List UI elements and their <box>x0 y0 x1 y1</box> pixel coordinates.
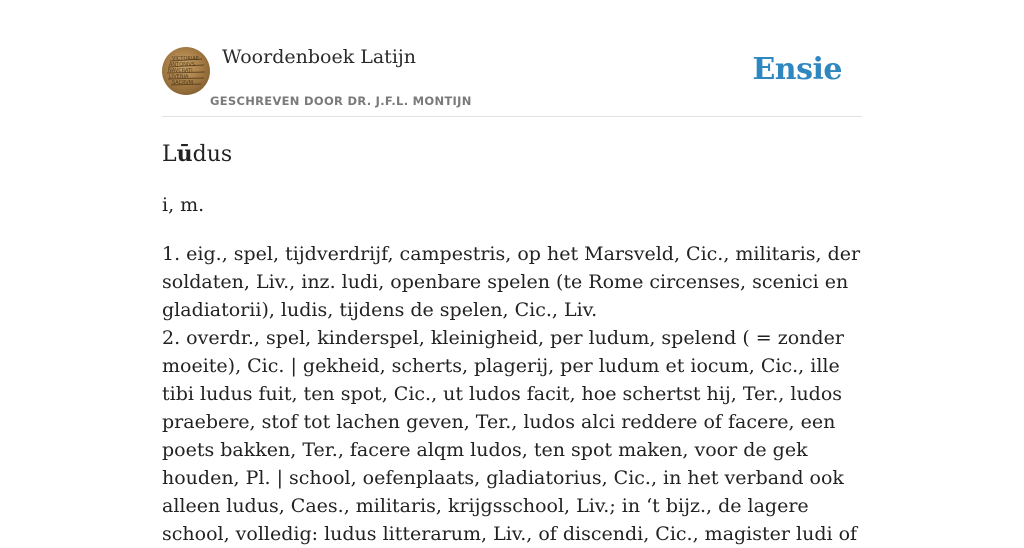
entry-title-suffix: dus <box>192 142 233 167</box>
definition-paragraph-1: 1. eig., spel, tijdverdrijf, campestris, op het Marsveld, Cic., militaris, der soldaten, Liv., inz. ludi, openbare spelen (te Rome circenses, scenici en gladiatorii), ludis, tijdens de spelen, Cic., Liv. <box>162 243 861 321</box>
ensie-brand-logo[interactable]: Ensie <box>752 52 842 87</box>
entry-grammar: i, m. <box>162 194 205 216</box>
svg-text:SACRVM: SACRVM <box>172 80 194 86</box>
svg-text:LIVENIA: LIVENIA <box>169 74 189 80</box>
entry-title-prefix: L <box>162 142 177 167</box>
entry-title <box>162 141 232 167</box>
page <box>162 0 862 545</box>
header <box>162 0 862 117</box>
svg-text:ANTONIVS: ANTONIVS <box>169 62 195 68</box>
bronze-inscription-logo-icon[interactable] <box>162 47 210 95</box>
entry-title-accent: ū <box>176 141 193 167</box>
svg-text:NAVCRATI: NAVCRATI <box>168 68 193 74</box>
definition-paragraph-2: 2. overdr., spel, kinderspel, kleinigheid, per ludum, spelend ( = zonder moeite), Cic. | gekheid, scherts, plagerij, per ludum et iocum, Cic., ille tibi ludus fuit, ten spot, Cic., ut ludos facit, hoe schertst hij, Ter., ludos praebere, stof tot lachen geven, Ter., ludos alci reddere of facere, een poets bakken, Ter., facere alqm ludos, ten spot maken, voor de gek houden, Pl. | school, oefenplaats, gladiatorius, Cic., in het verband ook alleen ludus, Caes., militaris, krijgsschool, Liv.; in ‘t bijz., de lagere school, volledig: ludus litterarum, Liv., of discendi, Cic., magister ludi of <box>162 327 858 545</box>
book-title[interactable]: Woordenboek Latijn <box>222 46 417 68</box>
author-byline: GESCHREVEN DOOR DR. J.F.L. MONTIJN <box>210 94 472 108</box>
entry-definition <box>162 240 862 548</box>
svg-text:VICTORIAE: VICTORIAE <box>172 56 199 62</box>
